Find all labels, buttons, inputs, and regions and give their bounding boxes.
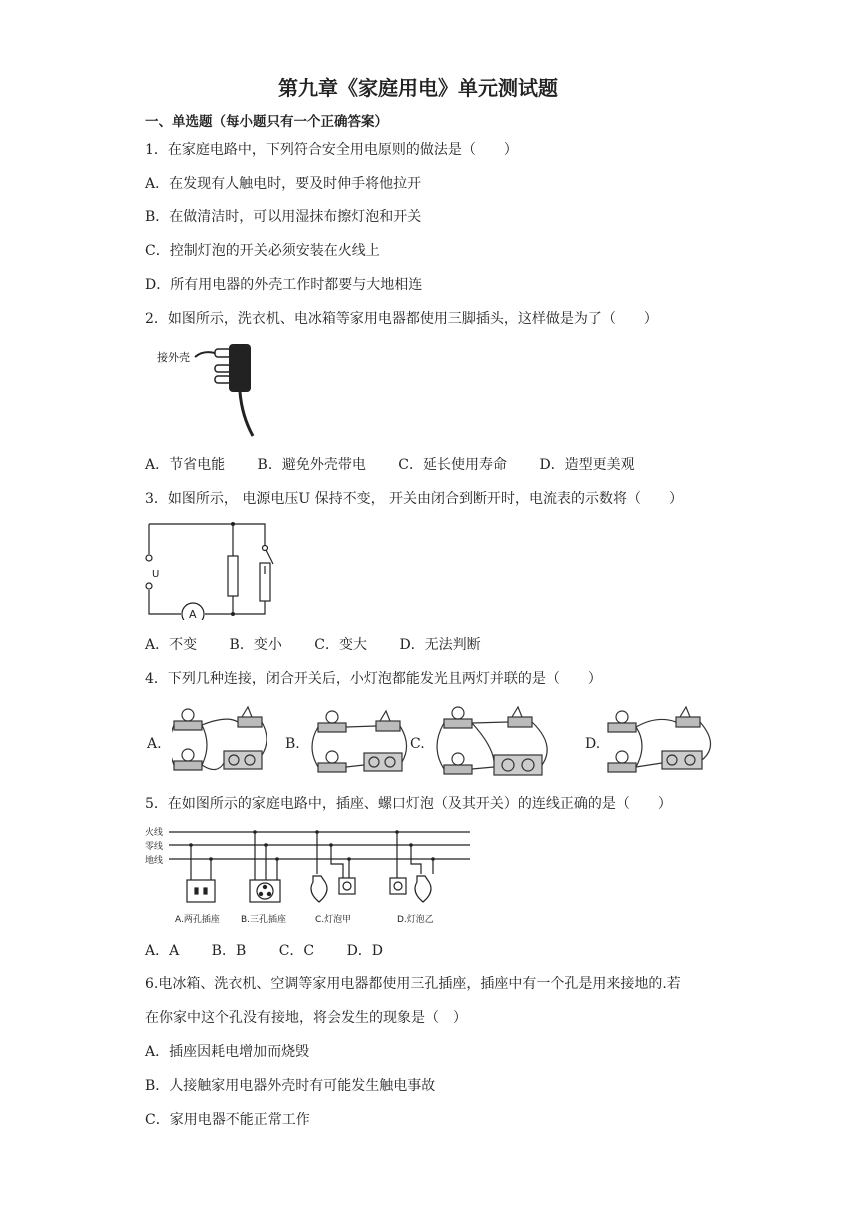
q6-option-c: C．家用电器不能正常工作 (145, 1112, 310, 1128)
q6-stem-line1: 6.电冰箱、洗衣机、空调等家用电器都使用三孔插座，插座中有一个孔是用来接地的.若 (145, 976, 681, 992)
q4-label-d: D. (585, 736, 601, 752)
q3-options: A．不变 B．变小 C．变大 D．无法判断 (145, 637, 481, 653)
ammeter-label: A (189, 608, 197, 620)
q1-option-b: B．在做清洁时，可以用湿抹布擦灯泡和开关 (145, 209, 422, 225)
q4-label-c: C. (410, 736, 425, 752)
q6-option-a: A．插座因耗电增加而烧毁 (145, 1044, 310, 1060)
q6-option-b: B．人接触家用电器外壳时有可能发生触电事故 (145, 1078, 436, 1094)
fig-label-d: D.灯泡乙 (397, 915, 434, 925)
q2-stem: 2．如图所示，洗衣机、电冰箱等家用电器都使用三脚插头，这样做是为了（ ） (145, 311, 658, 327)
fig-label-c: C.灯泡甲 (315, 915, 352, 925)
q4-circuit-a (172, 705, 267, 777)
household-circuit-figure (145, 824, 475, 930)
fig-label-b: B.三孔插座 (241, 915, 287, 925)
q5-options: A．A B．B C．C D．D (145, 943, 384, 959)
q4-stem: 4．下列几种连接，闭合开关后，小灯泡都能发光且两灯并联的是（ ） (145, 671, 602, 687)
q3-stem: 3．如图所示， 电源电压U 保持不变， 开关由闭合到断开时，电流表的示数将（ ） (145, 491, 684, 507)
fig-label-a: A.两孔插座 (175, 915, 220, 925)
q1-option-a: A．在发现有人触电时，要及时伸手将他拉开 (145, 176, 422, 192)
q1-stem: 1．在家庭电路中，下列符合安全用电原则的做法是（ ） (145, 142, 518, 158)
neutral-wire-label: 零线 (145, 842, 164, 852)
q4-circuit-b (308, 707, 408, 777)
page-title: 第九章《家庭用电》单元测试题 (278, 76, 558, 100)
q1-option-c: C．控制灯泡的开关必须安装在火线上 (145, 243, 380, 259)
section-heading: 一、单选题（每小题只有一个正确答案） (145, 114, 388, 130)
live-wire-label: 火线 (145, 828, 164, 838)
q4-label-b: B. (285, 736, 300, 752)
q1-option-d: D．所有用电器的外壳工作时都要与大地相连 (145, 277, 423, 293)
q6-stem-line2: 在你家中这个孔没有接地，将会发生的现象是（ ） (145, 1010, 467, 1026)
plug-label: 接外壳 (157, 351, 190, 364)
q4-label-a: A. (147, 736, 162, 752)
parallel-circuit-figure (145, 518, 280, 620)
voltage-label: U (152, 569, 160, 580)
ground-wire-label: 地线 (145, 856, 164, 866)
q4-circuit-c (432, 705, 557, 779)
three-prong-plug-figure (145, 336, 280, 446)
q5-stem: 5．在如图所示的家庭电路中，插座、螺口灯泡（及其开关）的连线正确的是（ ） (145, 796, 672, 812)
q4-circuit-d (602, 705, 722, 777)
q2-options: A．节省电能 B．避免外壳带电 C．延长使用寿命 D．造型更美观 (145, 457, 635, 473)
